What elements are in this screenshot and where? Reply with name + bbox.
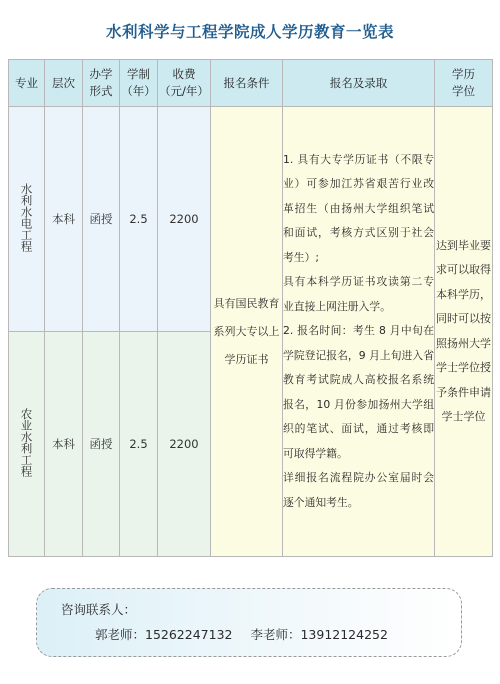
contact-box [36,588,462,657]
contact-li: 李老师：13912124252 [250,627,388,642]
fee-cell: 2200 [158,332,211,557]
years-cell: 2.5 [120,107,158,332]
header-major: 专业 [9,60,45,107]
contact-title: 咨询联系人： [61,602,137,617]
fee-cell: 2200 [158,107,211,332]
mode-cell: 函授 [83,332,120,557]
page-title: 水利科学与工程学院成人学历教育一览表 [105,23,394,41]
header-admission: 报名及录取 [283,60,435,107]
header-degree: 学历 学位 [435,60,493,107]
level-cell: 本科 [45,332,83,557]
header-fee: 收费 （元/年） [158,60,211,107]
major-cell: 农业水利工程 [9,332,45,557]
table-row [9,107,493,332]
years-cell: 2.5 [120,332,158,557]
degree-cell: 达到毕业要求可以取得本科学历，同时可以按照扬州大学学士学位授予条件申请学士学位 [435,107,493,557]
admission-paragraph: 具有本科学历证书攻读第二专业直接上网注册入学。 [283,275,434,313]
admission-paragraph: 1. 具有大专学历证书（不限专业）可参加江苏省艰苦行业改革招生（由扬州大学组织笔试和面试，考核方式区别于社会考生）; [283,152,434,264]
header-mode: 办学 形式 [83,60,120,107]
condition-cell: 具有国民教育系列大专以上学历证书 [211,107,283,557]
admission-paragraph: 2. 报名时间：考生 8 月中旬在学院登记报名，9 月上旬进入省教育考试院成人高校报名系统报名，10 月份参加扬州大学组织的笔试、面试，通过考核即可取得学籍。 [283,324,434,460]
level-cell: 本科 [45,107,83,332]
contact-people [95,625,388,643]
header-condition: 报名条件 [211,60,283,107]
admission-cell [283,107,435,557]
admission-paragraph: 详细报名流程院办公室届时会逐个通知考生。 [283,471,434,509]
header-row [9,60,493,107]
contact-guo: 郭老师：15262247132 [95,627,233,642]
header-years: 学制 （年） [120,60,158,107]
education-table [8,59,493,557]
major-cell: 水利水电工程 [9,107,45,332]
header-level: 层次 [45,60,83,107]
mode-cell: 函授 [83,107,120,332]
